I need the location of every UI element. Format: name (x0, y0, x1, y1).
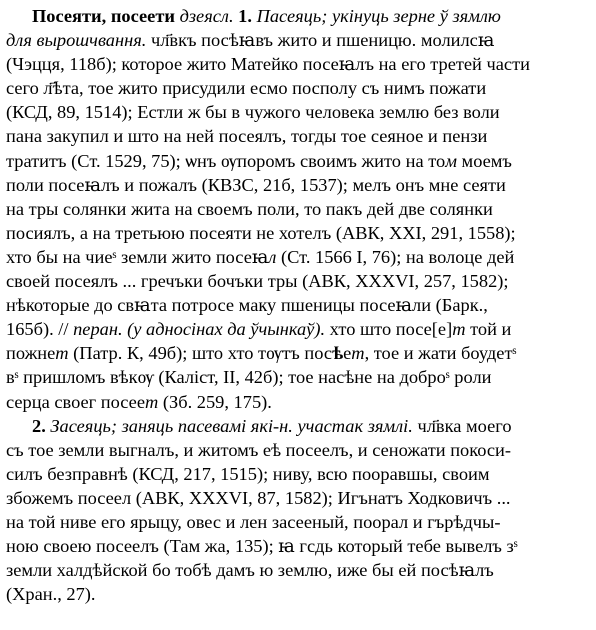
text-run: (Ст. 1566 I, 76); на волоце дей (276, 246, 515, 267)
entry-line (6, 245, 594, 269)
entry-line (6, 582, 594, 606)
text-run: для вырошчвання. (6, 30, 147, 51)
text-run: е (343, 343, 352, 364)
text-run: съ тое земли выгналъ, и житомъ еѣ посеелъ, и сеножати покоси- (6, 439, 512, 460)
entry-line (6, 28, 594, 52)
headword: Посеяти, посеети (32, 6, 175, 26)
part-of-speech: дзеясл. (179, 6, 234, 26)
entry-line (6, 100, 594, 124)
entry-line-head (6, 4, 594, 28)
sense-number-1: 1. (238, 6, 252, 26)
text-run: Засеяць; заняць пасевамі які-н. участак зямлі. (50, 415, 413, 436)
text-run: на той ниве его ярыцу, овес и лен засееный, поорал и гърѣдчы- (6, 511, 501, 532)
text-run: (КСД, 89, 1514); Естли ж бы в чужого человека землю без воли (6, 102, 500, 123)
sense-2-first-line (50, 416, 511, 436)
text-run: посиялъ, а на третьюю посеяти не хотелъ (АВК, XXI, 291, 1558); (6, 222, 516, 243)
text-run: м (445, 150, 457, 171)
entry-line (6, 365, 594, 389)
entry-line (6, 462, 594, 486)
text-run: (Зб. 259, 175). (158, 391, 272, 412)
text-run: хто бы на чиеˢ земли жито посеꙗ (6, 246, 269, 267)
sense-1-first-line (257, 6, 501, 26)
text-run: тратитъ (Ст. 1529, 75); ѡнъ ѹпоромъ своимъ жито на то (6, 150, 446, 171)
text-run: т (351, 343, 365, 364)
text-run: ною своею посеелъ (Там жа, 135); ꙗ гсдь который тебе вывелъ зˢ (6, 536, 518, 557)
sense-number-2: 2. (32, 415, 46, 436)
entry-line (6, 510, 594, 534)
text-run: (Патр. К, 49б); што хто тѹтъ пос (68, 343, 333, 364)
text-run: , тое и жати боудетˢ (364, 343, 517, 364)
text-run: чл҃вкъ посѣꙗвъ жито и пшеницю. молилсꙗ (146, 30, 495, 51)
text-run: той и (465, 319, 512, 340)
text-run: пана закупил и што на ней посеялъ, тогды тое сеяное и пензи (6, 126, 488, 147)
text-run: збожемъ посеел (АВК, XXXVI, 87, 1582); Игънатъ Ходковичъ ... (6, 487, 511, 508)
entry-line (6, 558, 594, 582)
text-run: Пасеяць; укінуць зерне ў зямлю (256, 6, 501, 26)
entry-line (6, 149, 594, 173)
entry-line (6, 221, 594, 245)
text-run: серца своег посее (6, 391, 145, 412)
text-run: т (55, 343, 69, 364)
entry-line (6, 438, 594, 462)
text-run: (Хран., 27). (6, 584, 96, 605)
sense-2-body (6, 438, 594, 607)
entry-line (6, 52, 594, 76)
text-run: хто што посе[е] (325, 319, 453, 340)
text-run: чл҃вка моего (412, 415, 512, 436)
text-run: своей посеялъ ... гречъки бочъки тры (АВК, XXXVI, 257, 1582); (6, 271, 509, 292)
entry-line (6, 124, 594, 148)
sense-1-body (6, 28, 594, 414)
entry-line (6, 173, 594, 197)
text-run: моемъ (456, 150, 512, 171)
text-run: 165б). // (6, 319, 74, 340)
entry-line-sense2 (6, 414, 594, 438)
text-run: т (452, 319, 466, 340)
text-run: перан. (у адносінах да ўчынкаў). (73, 319, 326, 340)
text-run: сего л҃ѣта, тое жито присудили есмо посполу съ нимъ пожати (6, 78, 487, 99)
entry-line (6, 390, 594, 414)
text-run: л (268, 246, 277, 267)
text-run: земли халдѣйской бо тобѣ дамъ ю землю, иже бы ей посѣꙗлъ (6, 560, 494, 581)
entry-line (6, 269, 594, 293)
text-run: силъ безправнѣ (КСД, 217, 1515); ниву, всю пооравшы, своим (6, 463, 490, 484)
entry-line (6, 341, 594, 365)
dictionary-entry (6, 4, 594, 606)
entry-line (6, 76, 594, 100)
entry-line (6, 293, 594, 317)
text-run: т (145, 391, 159, 412)
text-run: пожне (6, 343, 56, 364)
text-run: ѣ (332, 343, 344, 364)
text-run: нѣкоторые до свꙗта потросе маку пшеницы посеꙗли (Барк., (6, 295, 488, 316)
text-run: вˢ пришломъ вѣкѹ (Каліст, II, 42б); тое насѣне на доброˢ роли (6, 367, 492, 388)
text-run: на тры солянки жита на своемъ поли, то пакъ дей две солянки (6, 198, 493, 219)
entry-line (6, 317, 594, 341)
text-run: поли посеꙗлъ и пожалъ (КВЗС, 21б, 1537); мелъ онъ мне сеяти (6, 174, 506, 195)
entry-line (6, 197, 594, 221)
entry-line (6, 534, 594, 558)
entry-line (6, 486, 594, 510)
text-run: (Чэцця, 118б); которое жито Матейко посеꙗлъ на его третей части (6, 54, 530, 75)
